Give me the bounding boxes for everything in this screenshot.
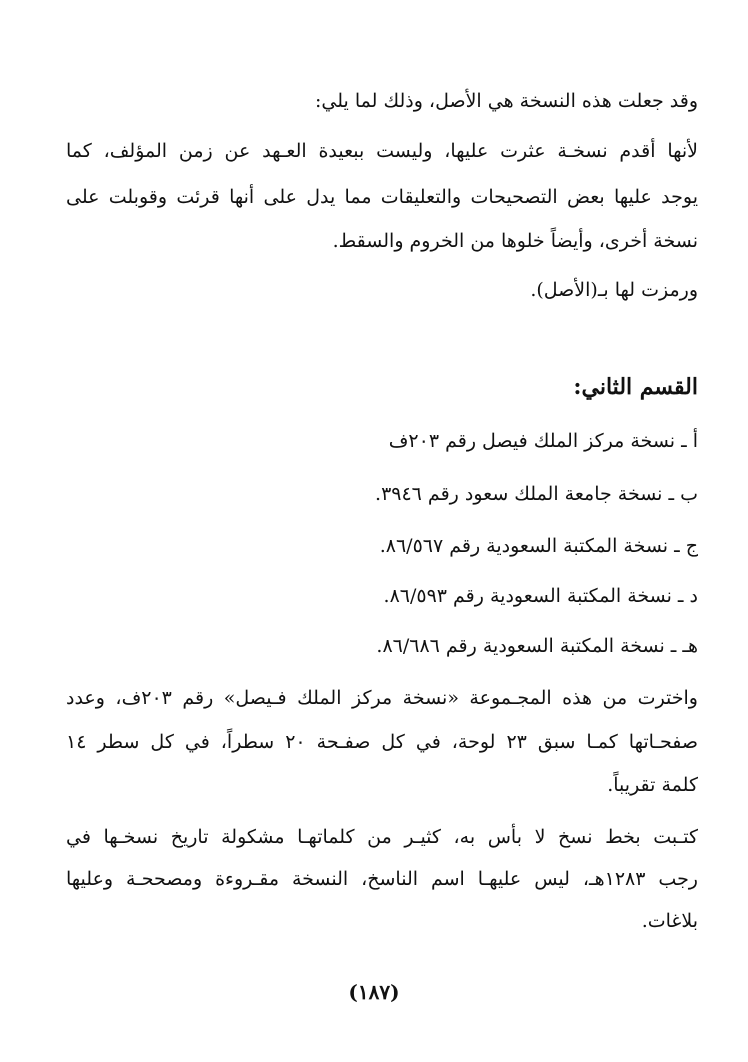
- description-line-1: كتـبت بخط نسخ لا بأس به، كثيـر من كلماتهـا مشكولة تاريخ نسخـها في: [66, 826, 698, 848]
- reason-line-1: لأنها أقدم نسخـة عثرت عليها، وليست ببعيدة العـهد عن زمن المؤلف، كما: [66, 140, 698, 162]
- copy-item-b: ب ـ نسخة جامعة الملك سعود رقم ٣٩٤٦.: [375, 483, 698, 505]
- copy-item-c: ج ـ نسخة المكتبة السعودية رقم ٨٦/٥٦٧.: [379, 535, 698, 557]
- copy-item-a: أ ـ نسخة مركز الملك فيصل رقم ٢٠٣ف: [388, 430, 698, 452]
- page-number: (١٨٧): [348, 980, 400, 1004]
- choice-line-3: كلمة تقريباً.: [607, 774, 698, 796]
- intro-line: وقد جعلت هذه النسخة هي الأصل، وذلك لما يلي:: [315, 90, 698, 112]
- section-title: القسم الثاني:: [573, 374, 698, 400]
- copy-item-d: د ـ نسخة المكتبة السعودية رقم ٨٦/٥٩٣.: [383, 585, 698, 607]
- reason-line-3: نسخة أخرى، وأيضاً خلوها من الخروم والسقط.: [332, 230, 698, 252]
- description-line-3: بلاغات.: [641, 910, 698, 932]
- reason-line-2: يوجد عليها بعض التصحيحات والتعليقات مما يدل على أنها قرئت وقوبلت على: [66, 186, 698, 208]
- description-line-2: رجب ١٢٨٣هـ، ليس عليهـا اسم الناسخ، النسخة مقـروءة ومصححـة وعليها: [66, 868, 698, 890]
- copy-item-e: هـ ـ نسخة المكتبة السعودية رقم ٨٦/٦٨٦.: [376, 635, 698, 657]
- symbol-line: ورمزت لها بـ(الأصل).: [530, 279, 698, 301]
- choice-line-1: واخترت من هذه المجـموعة «نسخة مركز الملك فـيصل» رقم ٢٠٣ف، وعدد: [66, 687, 698, 709]
- choice-line-2: صفحـاتها كمـا سبق ٢٣ لوحة، في كل صفـحة ٢٠ سطراً، في كل سطر ١٤: [66, 731, 698, 753]
